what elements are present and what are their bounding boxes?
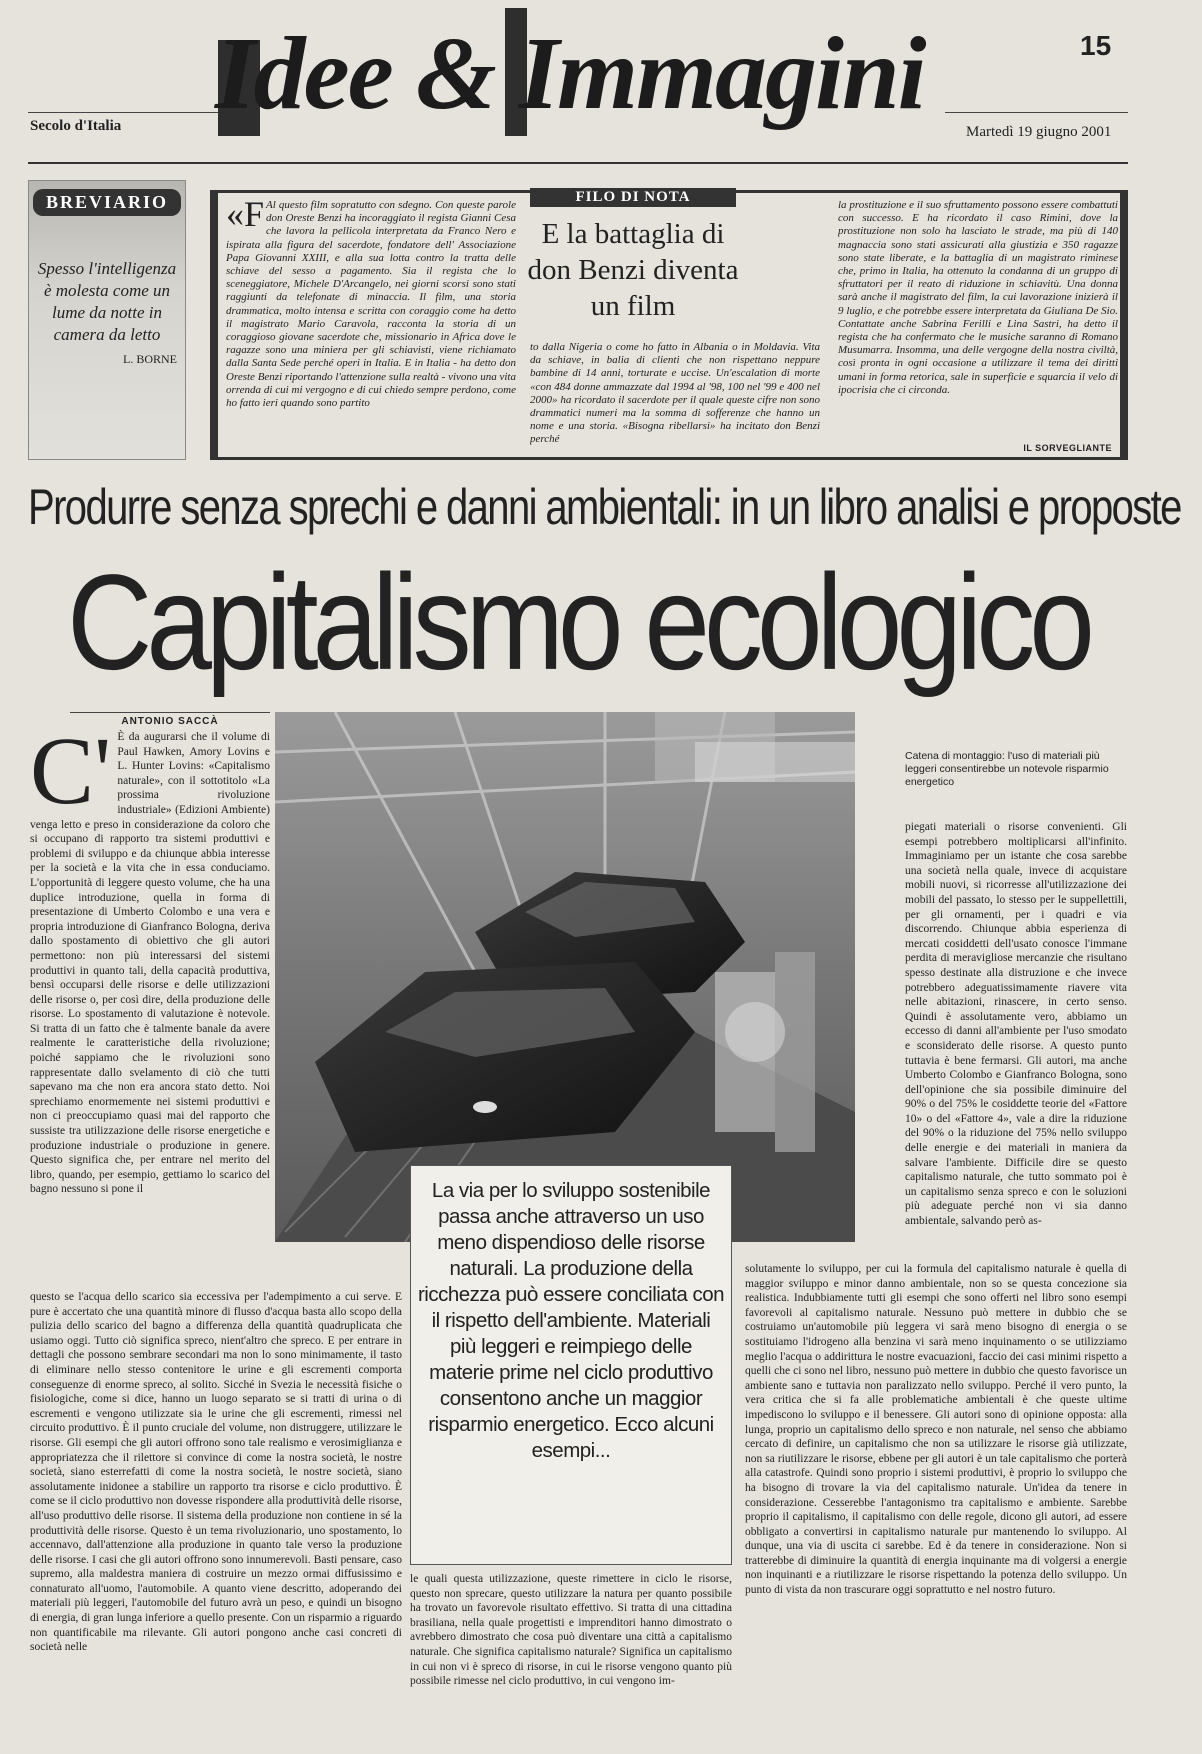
note-column-2-text: to dalla Nigeria o come ho fatto in Albania o in Moldavia. Vita da schiave, in balia di clienti che non rispettano neppure bambine di 14 anni, torturate e uccise. Un'escalation di morte «con 484 donne ammazzate dal 1994 al '98, 100 nel '99 e 400 nel 2000» ha ricordato il sacerdote per il quale queste cifre non sono drammatici numeri ma la somma di sofferenze che hanno un nome e una storia. «Bisogna ribellarsi» ha incitato don Benzi perché [530,341,820,446]
page-number: 15 [1080,30,1112,61]
header-rule-right [945,112,1128,113]
pull-quote-text: La via per lo sviluppo sostenibile passa anche attraverso un uso meno dispendioso delle risorse naturali. La produzione della ricchezza può essere conciliata con il rispetto dell'ambiente. Materiali più leggeri e reimpiego delle materie prime nel ciclo produttivo consentono anche un maggior risparmio energetico. Ecco alcuni esempi... [417,1179,725,1462]
note-drop-cap: «F [226,199,265,234]
note-column-1 [226,199,516,454]
article-title: Capitalismo ecologico [67,546,1089,699]
breviario-box [28,180,186,460]
header-bottom-rule [28,162,1128,164]
article-column-1-upper-text: È da augurarsi che il volume di Paul Hawken, Amory Lovins e L. Hunter Lovins: «Capitalismo naturale», con il sottotitolo «La prossima rivoluzione industriale» (Edizioni Ambiente) venga letto e preso in considerazione da coloro che si occupano di rapporto tra sistemi produttivi e problemi di sviluppo e da chiunque abbia interesse per la società e la vita che in essa conduciamo. L'opportunità di leggere questo volume, che ha una duplice introduzione, quella in forma di presentazione di Umberto Colombo e una vera e propria introduzione di Gianfranco Bologna, deriva dallo spostamento di obiettivo che gli autori permettono: non più interessarsi del sistemi produttivi in quanto tali, della capacità produttiva, bensì occuparsi delle risorse e delle utilizzazioni delle risorse o, per così dire, della produzione delle risorse. Lo spostamento di valutazione è notevole. Si tratta di un fatto che è talmente banale da avere realmente le caratteristiche della rivoluzione; poiché sappiamo che le rivoluzioni sono rappresentate dallo svelamento di ciò che tutti sapevano ma che non era ancora stato detto. Noi sprechiamo enormemente nei sistemi produttivi e non ci preoccupiamo quasi mai del rapporto che sussiste tra utilizzazione delle risorse energetiche e produzione industriale o produzione in genere. Questo significa che, per entrare nel merito del libro, quando, per esempio, gettiamo lo scarico del bagno nessuno si pone il [30,731,270,1196]
note-column-3-text: la prostituzione e il suo sfruttamento possono essere combattuti con successo. E ha ricordato il caso Rimini, dove la prostituzione non solo ha lasciato le strade, ma più di 140 magnaccia sono stati assicurati alla giustizia e 350 ragazze sono state liberate, e la battaglia di un magistrato riminese che, primo in Italia, ha ottenuto la condanna di un gruppo di sfruttatori per il reato di riduzione in schiavitù. Una donna sarà anche il magistrato del film, la cui lavorazione inizierà il 9 luglio, e che potrebbe essere interpretata da Giuliana De Sio. Contattate anche Sabrina Ferilli e Lina Sastri, ha detto il regista che ha confermato che le musiche saranno di Romano Musumarra. Insomma, una delle vergogne della nostra civiltà, così pronta in ogni occasione a utilizzare il tema dei diritti umani in forma retorica, sale in superficie e squarcia il velo di ipocrisia che ci circonda. [838,199,1118,396]
article-column-3-lower [745,1262,1127,1746]
article-column-1-lower [30,1290,402,1740]
article-column-2-lower [410,1572,732,1742]
breviario-quote: Spesso l'intelligenza è molesta come un lume da notte in camera da letto [37,259,177,344]
photo-caption: Catena di montaggio: l'uso di materiali più leggeri consentirebbe un notevole risparmio energetico [905,750,1109,788]
article-column-2-lower-text: le quali questa utilizzazione, queste rimettere in ciclo le risorse, questo non sprecare, questo utilizzare la natura per quanto possibile ha trovato un favorevole risultato effettivo. Si tratta di una cittadina brasiliana, nella quale progettisti e imprenditori hanno dimostrato o avrebbero dimostrato che cosa può diventare una città a capitalismo naturale. Che significa capitalismo naturale? Significa un capitalismo in cui non vi è spreco di risorse, in cui le risorse vengono quanto più possibile rimesse nel ciclo produttivo, in cui vengono im- [410,1573,732,1688]
header-rule-left [28,112,228,113]
article-byline: ANTONIO SACCÀ [70,712,270,727]
note-column-2 [530,341,820,453]
breviario-author: L. BORNE [123,352,177,366]
article-column-1-lower-text: questo se l'acqua dello scarico sia eccessiva per l'adempimento a cui serve. E pure è accertato che una quantità minore di flusso d'acqua basta allo scopo della pulizia dello scarico del bagno a differenza della quantità quadruplicata che usiamo oggi. Tutto ciò significa spreco, nient'altro che spreco. E per entrare in dettagli che possono sembrare secondari ma non lo sono minimamente, il tasto di eliminare nello stesso contenitore le urine e gli escrementi comporta conseguenze di enorme spreco, al solito. Sicché in Svezia le necessità fisiche o fisiologiche, come si dice, hanno un luogo separato se si tratti di urina o di escrementi e vengono utilizzate sia le urine che gli escrementi, rimessi nel circuito produttivo. È il punto cruciale del volume, non distruggere, utilizzare le risorse. Gli esempi che gli autori offrono sono tale realismo e verosimiglianza e appropriatezza che il rilettore si convince di come la nostra società, le nostre società, siano esterrefatti di come la nostra società, le nostre società, siano assolutamente inidonee a stabilire un rapporto tra risorse e ciclo produttivo. È come se il ciclo produttivo non dovesse rispondere alla produttività delle risorse, all'uso produttivo delle risorse. Il sistema della produzione non contiene in sé la produttività delle risorse. Questo è un tema rivoluzionario, uno spostamento, lo accennavo, dall'attenzione alla produzione in quanto tale verso la produzione delle risorse. I casi che gli autori offrono sono innumerevoli. Basti pensare, caso supremo, alla maldestra maniera di costruire un mezzo ormai diffusissimo e connaturato all'uomo, l'automobile. A quanto viene descritto, adoperando dei materiali più leggeri, l'automobile del futuro avrà un peso, e quindi un bisogno di energia, di gran lunga inferiore a quello presente. Con un risparmio a riguardo non quantificabile ma rilevante. Gli autori pongono anche casi concreti di società nelle [30,1291,402,1654]
article-column-3-lower-text: solutamente lo sviluppo, per cui la formula del capitalismo naturale è quella di maggior sviluppo e minor danno ambientale, non so se questa concezione sia realistica. Indubbiamente tutti gli esempi che sono offerti nel libro sono esempi favorevoli al capitalismo naturale. Nessuno può mettere in dubbio che se costruiamo un'automobile più leggera vi sarà meno bisogno di energia o se sostituiamo l'idrogeno alla benzina vi sarà meno inquinamento o se utilizziamo meglio l'acqua o addirittura le nostre evacuazioni, faccio dei casi minimi rispetto a quelli che ci sono nel libro, nessuno può mettere in dubbio che questo favorisce un ambiente sano e tuttavia non paralizzato nello sviluppo. Perché il vero punto, la vera critica che si fa alle problematiche ambientali è che queste ultime impediscono lo sviluppo e il benessere. Gli autori sono di opinione opposta: alla lunga, proprio un capitalismo dello spreco e non naturale, nel senso che abbiamo cercato di definire, un capitalismo che non sa utilizzare le risorse già utilizzate, non sa riutilizzare le risorse, ebbene per gli autori è un tale capitalismo che porterà alla catastrofe. Quindi sono proprio i sistemi produttivi, è proprio lo sviluppo che ha bisogno di trovare la via del capitalismo naturale. Un'idea da tenere in considerazione. Cesserebbe l'antagonismo tra capitalismo e ambiente. Sarebbe proprio il capitalismo, il capitalismo con delle regole, dicono gli autori, ad essere obbligato a convertirsi in capitalismo naturale pur mantenendo lo sviluppo. Al dunque, una via di uscita ci sarebbe. Ed è da tenere in considerazione. Non si tratterebbe di diminuire la quantità di energia inquinante ma di volgersi a energie non inquinanti e a riutilizzare le risorse rispettando la potenza dello sviluppo. Un punto di vista da non trascurare oggi soprattutto e nel nostro futuro. [745,1263,1127,1597]
breviario-title: BREVIARIO [33,189,181,216]
assembly-line-photo [275,712,855,1242]
article-column-1-upper [30,730,270,1286]
filo-di-nota-headline: E la battaglia di don Benzi diventa un film [527,218,739,322]
article-drop-cap: C' [30,730,112,824]
article-column-3-upper-text: piegati materiali o risorse convenienti. Gli esempi potrebbero moltiplicarsi all'infinito. Immaginiamo per un istante che cosa sarebbe una società nella quale, invece di acquistare mobili nuovi, si ricorresse all'utilizzazione dei mobili del passato, lo stesso per le suppellettili, per gli ornamenti, per i quadri e via discorrendo. Chiunque abbia esperienza di mercati cosiddetti dell'usato conosce l'immane perdita di meravigliose mercanzie che risultano spesso destinate alla distruzione e che invece potrebbero adeguatissimamente riavere vita nelle abitazioni, rinascere, in certo senso. Quindi è assolutamente vero, abbiamo un eccesso di danni all'ambiente per l'uso smodato e sconsiderato delle risorse. A questo punto tuttavia è bene fermarsi. Gli autori, ma anche Umberto Colombo e Gianfranco Bologna, sono dell'opinione che sia possibile diminuire del 90% o del 75% le cosiddette teorie del «Fattore 10» o del «Fattore 4», vale a dire la riduzione del 90% o la riduzione del 75% nello sviluppo delle energie e dei materiali in maniera da salvare l'ambiente. Difficile dire se questo capitalismo naturale, che tutto sommato poi è un capitalismo senza spreco e con le soluzioni più adeguate perché non vi sia danno ambientale, salvando però as- [905,821,1127,1228]
article-overline: Produrre senza sprechi e danni ambientali: in un libro analisi e proposte [28,480,1181,535]
paper-name: Secolo d'Italia [30,118,122,134]
filo-di-nota-kicker: FILO DI NOTA [530,188,736,207]
section-title: Idee & Immagini [215,16,925,131]
note-signature: IL SORVEGLIANTE [1023,443,1112,453]
pull-quote [410,1165,732,1565]
assembly-line-illustration [275,712,855,1242]
article-column-3-upper [905,820,1127,1260]
note-column-3 [838,199,1118,444]
issue-date: Martedì 19 giugno 2001 [966,124,1112,140]
note-column-1-text: Al questo film sopratutto con sdegno. Con queste parole don Oreste Benzi ha incoraggiato il regista Gianni Cesa che lavora la pellicola interpretata da Franco Nero e ispirata alla figura del sacerdote, fondatore dell' Associazione Papa Giovanni XXIII, e alla sua lotta contro la tratta delle schiave del sesso a pagamento. Sia il regista che lo sceneggiatore, Michele D'Arcangelo, nei giorni scorsi sono stati raggiunti da telefonate di minaccia. Il film, una storia drammatica, molto intensa e scritta con coraggio come ha detto il magistrato Mario Caravola, racconta la storia di un coraggioso giovane sacerdote che, missionario in Africa dove le ragazze sono una miniera per gli schiavisti, viene richiamato dalla Santa Sede perché operi in Italia. E in Italia - ha detto don Oreste Benzi riportando l'attenzione sulla realtà - vivono una vita orrenda di cui mi vergogno e di cui chiedo sempre perdono, come ho fatto ieri quando sono partito [226,199,516,410]
